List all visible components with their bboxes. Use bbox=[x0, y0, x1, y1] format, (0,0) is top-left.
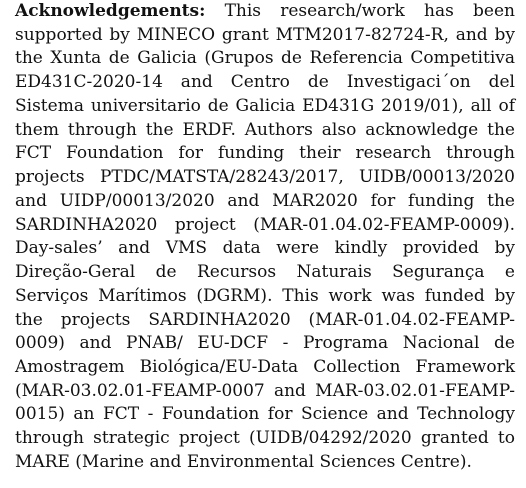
acknowledgements-section bbox=[15, 0, 515, 475]
acknowledgements-heading: Acknowledgements: bbox=[15, 1, 206, 21]
acknowledgements-body: This research/work has been supported by MINECO grant MTM2017-82724-R, and by the Xunta de Galicia (Grupos de Referencia Competitiva ED431C-2020-14 and Centro de Investigaci´on del Sistema universitario de Galicia ED431G 2019/01), all of them through the ERDF. Authors also acknowledge the FCT Foundation for funding their research through projects PTDC/MATSTA/28243/2017, UIDB/00013/2020 and UIDP/00013/2020 and MAR2020 for funding the SARDINHA2020 project (MAR-01.04.02-FEAMP-0009). Day-sales’ and VMS data were kindly provided by Direção-Geral de Recursos Naturais Segurança e Serviços Marítimos (DGRM). This work was funded by the projects SARDINHA2020 (MAR-01.04.02-FEAMP-0009) and PNAB/ EU-DCF - Programa Nacional de Amostragem Biológica/EU-Data Collection Framework (MAR-03.02.01-FEAMP-0007 and MAR-03.02.01-FEAMP-0015) an FCT - Foundation for Science and Technology through strategic project (UIDB/04292/2020 granted to MARE (Marine and Environmental Sciences Centre). bbox=[15, 1, 515, 472]
acknowledgements-paragraph bbox=[15, 0, 515, 475]
